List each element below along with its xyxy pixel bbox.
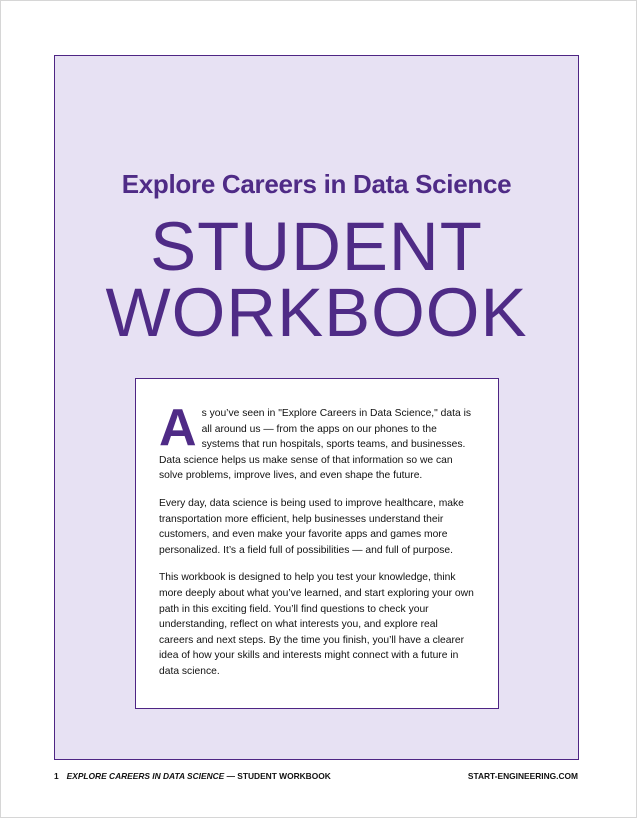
page-footer [54, 771, 578, 781]
drop-cap-letter: A [159, 399, 197, 457]
page-subtitle: Explore Careers in Data Science [121, 169, 512, 199]
footer-website[interactable]: START-ENGINEERING.COM [467, 771, 578, 781]
page-title [55, 208, 578, 351]
footer-running-title: EXPLORE CAREERS IN DATA SCIENCE [66, 771, 225, 781]
intro-text-box [135, 378, 499, 709]
intro-paragraph-3: This workbook is designed to help you test your knowledge, think more deeply about what you’ve learned, and start exploring your own path in this exciting field. You’ll find questions to check your understanding, reflect on what interests you, and explore real careers and next steps. By the time you finish, you’ll have a clearer idea of how your skills and interests might connect with a future in data science. [159, 572, 474, 677]
cover-panel [54, 55, 579, 760]
title-line-workbook: WORKBOOK [105, 274, 528, 351]
footer-left [54, 771, 331, 781]
intro-paragraph-1 [159, 399, 474, 484]
page-number: 1 [54, 771, 59, 781]
footer-running-suffix: — STUDENT WORKBOOK [224, 771, 331, 781]
intro-paragraph-1-text: s you’ve seen in "Explore Careers in Data Science," data is all around us — from the apps on our phones to the systems that run hospitals, sports teams, and businesses. Data science helps us make sense of that information so we can solve problems, improve lives, and even shape the future. [159, 408, 472, 482]
intro-paragraph-2: Every day, data science is being used to improve healthcare, make transportation more efficient, help businesses understand their customers, and even make your favorite apps and games more personalized. It’s a field full of possibilities — and full of purpose. [159, 497, 464, 556]
title-line-student: STUDENT [150, 208, 483, 285]
